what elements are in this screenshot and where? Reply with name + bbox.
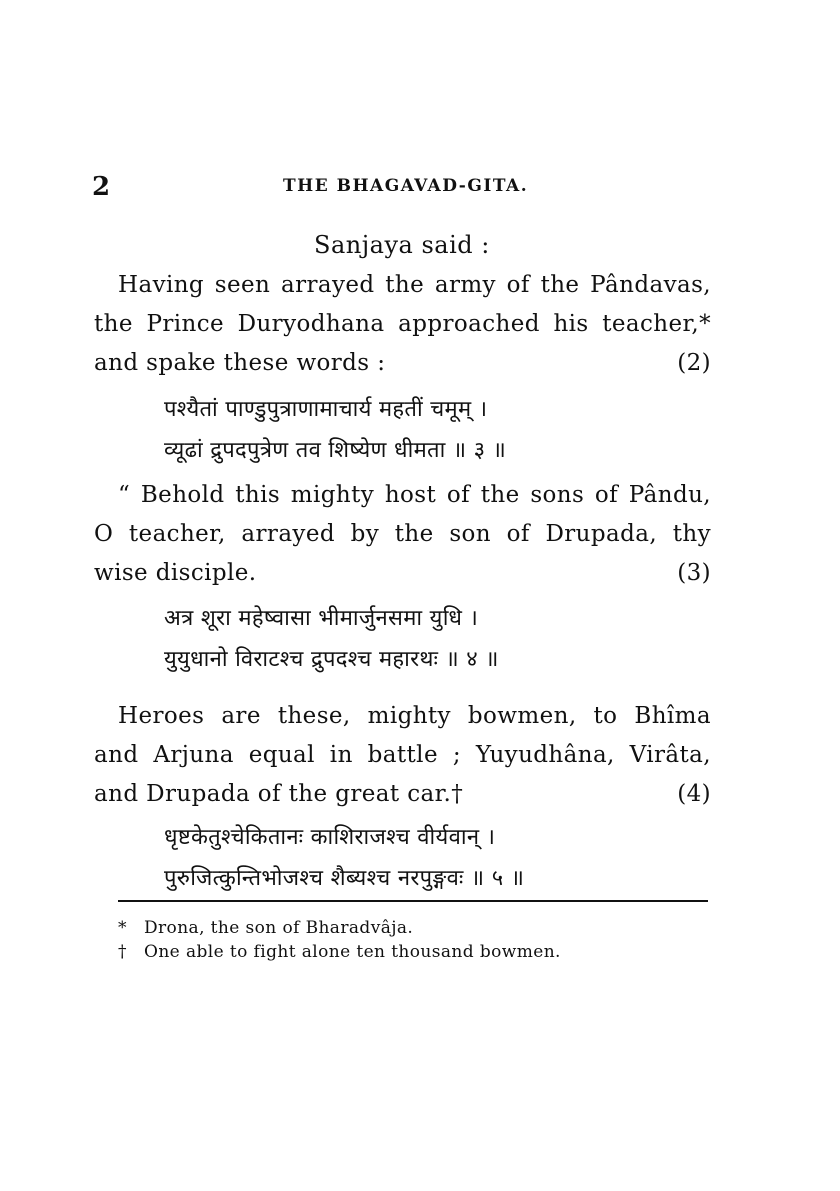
footnote-text: One able to fight alone ten thousand bowmen. [144,942,561,962]
prose-line-text: and spake these words : [94,350,386,376]
prose-line: the Prince Duryodhana approached his teacher,* [94,311,711,337]
translation-verse-4 [94,697,711,814]
speaker-heading: Sanjaya said : [314,231,490,259]
prose-line-last [94,775,711,814]
verse-number: (4) [677,781,711,807]
prose-line: O teacher, arrayed by the son of Drupada, thy [94,521,711,547]
prose-line-last [94,344,711,383]
sanskrit-line: अत्र शूरा महेष्वासा भीमार्जुनसमा युधि । [164,606,479,631]
prose-line-text: and Drupada of the great car.† [94,781,464,807]
prose-line-last [94,554,711,593]
sanskrit-verse-4 [164,598,499,680]
prose-line: Heroes are these, mighty bowmen, to Bhîma [118,703,711,729]
sanskrit-line: युयुधानो विराटश्च द्रुपदश्च महारथः ॥ ४ ॥ [164,647,499,672]
footnote-mark: † [118,942,127,962]
translation-verse-3 [94,476,711,593]
prose-line: and Arjuna equal in battle ; Yuyudhâna, Virâta, [94,742,711,768]
sanskrit-line: पश्यैतां पाण्डुपुत्राणामाचार्य महतीं चमूम् । [164,397,488,422]
prose-line: Having seen arrayed the army of the Pândavas, [118,272,711,298]
footnote-mark: * [118,918,127,938]
sanskrit-line: व्यूढां द्रुपदपुत्रेण तव शिष्येण धीमता ॥ ३ ॥ [164,438,507,463]
sanskrit-line: पुरुजित्कुन्तिभोजश्च शैब्यश्च नरपुङ्गवः ॥ ५ ॥ [164,866,525,891]
footnote [118,916,561,940]
footnote-rule [118,900,708,902]
running-title: THE BHAGAVAD-GITA. [283,176,529,196]
sanskrit-verse-3 [164,389,506,471]
prose-line: “ Behold this mighty host of the sons of Pându, [118,482,711,508]
sanskrit-verse-5 [164,817,524,899]
translation-verse-2 [94,266,711,383]
verse-number: (2) [677,350,711,376]
verse-number: (3) [677,560,711,586]
footnotes [118,916,561,964]
footnote [118,940,561,964]
footnote-text: Drona, the son of Bharadvâja. [144,918,414,938]
page-number: 2 [92,172,111,202]
sanskrit-line: धृष्टकेतुश्चेकितानः काशिराजश्च वीर्यवान् । [164,825,496,850]
prose-line-text: wise disciple. [94,560,257,586]
